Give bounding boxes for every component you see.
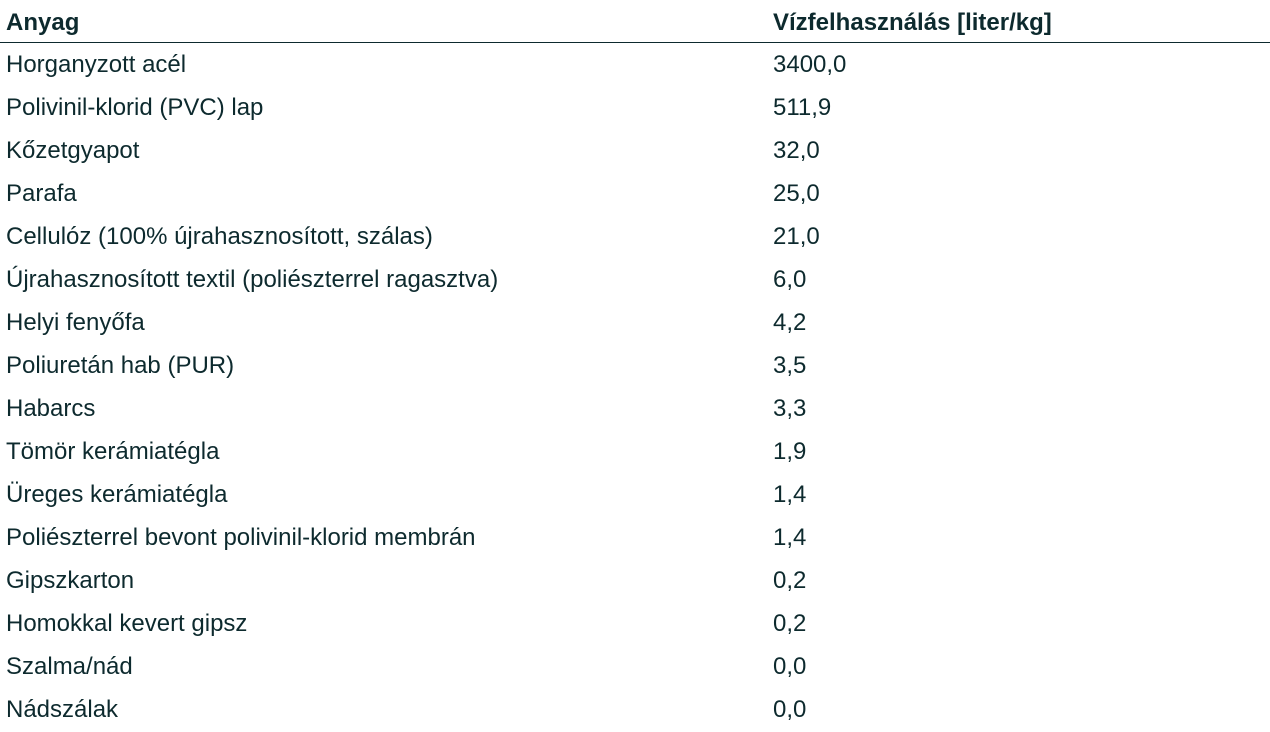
value-cell: 0,2 xyxy=(773,609,807,637)
value-cell: 3400,0 xyxy=(773,50,847,78)
table-row xyxy=(0,516,1270,559)
value-cell: 1,4 xyxy=(773,523,807,551)
material-cell: Poliészterrel bevont polivinil-klorid membrán xyxy=(6,523,476,551)
value-cell: 1,9 xyxy=(773,437,807,465)
table-row xyxy=(0,344,1270,387)
table-row xyxy=(0,559,1270,602)
material-cell: Tömör kerámiatégla xyxy=(6,437,220,465)
table-row xyxy=(0,258,1270,301)
material-cell: Gipszkarton xyxy=(6,566,135,594)
material-cell: Üreges kerámiatégla xyxy=(6,480,228,508)
value-cell: 1,4 xyxy=(773,480,807,508)
material-cell: Parafa xyxy=(6,179,77,207)
header-material: Anyag xyxy=(6,9,80,36)
material-cell: Horganyzott acél xyxy=(6,50,187,78)
table-row xyxy=(0,43,1270,86)
value-cell: 0,2 xyxy=(773,566,807,594)
value-cell: 0,0 xyxy=(773,652,807,680)
table-row xyxy=(0,473,1270,516)
table-row xyxy=(0,86,1270,129)
material-cell: Poliuretán hab (PUR) xyxy=(6,351,235,379)
material-cell: Habarcs xyxy=(6,394,96,422)
value-cell: 3,5 xyxy=(773,351,807,379)
table-row xyxy=(0,215,1270,258)
material-cell: Homokkal kevert gipsz xyxy=(6,609,248,637)
table-row xyxy=(0,129,1270,172)
material-cell: Kőzetgyapot xyxy=(6,136,140,164)
value-cell: 32,0 xyxy=(773,136,820,164)
material-cell: Cellulóz (100% újrahasznosított, szálas) xyxy=(6,222,433,250)
material-cell: Újrahasznosított textil (poliészterrel ragasztva) xyxy=(6,265,499,293)
material-cell: Helyi fenyőfa xyxy=(6,308,145,336)
table-row xyxy=(0,387,1270,430)
value-cell: 3,3 xyxy=(773,394,807,422)
header-water-use: Vízfelhasználás [liter/kg] xyxy=(773,9,1052,36)
table-header-row xyxy=(0,0,1270,43)
value-cell: 21,0 xyxy=(773,222,820,250)
table-row xyxy=(0,301,1270,344)
material-cell: Nádszálak xyxy=(6,695,119,723)
value-cell: 6,0 xyxy=(773,265,807,293)
value-cell: 511,9 xyxy=(773,93,832,121)
table-row xyxy=(0,688,1270,731)
table-row xyxy=(0,645,1270,688)
material-cell: Polivinil-klorid (PVC) lap xyxy=(6,93,264,121)
value-cell: 25,0 xyxy=(773,179,820,207)
value-cell: 4,2 xyxy=(773,308,807,336)
table-row xyxy=(0,430,1270,473)
material-cell: Szalma/nád xyxy=(6,652,133,680)
value-cell: 0,0 xyxy=(773,695,807,723)
table-row xyxy=(0,602,1270,645)
table-row xyxy=(0,172,1270,215)
